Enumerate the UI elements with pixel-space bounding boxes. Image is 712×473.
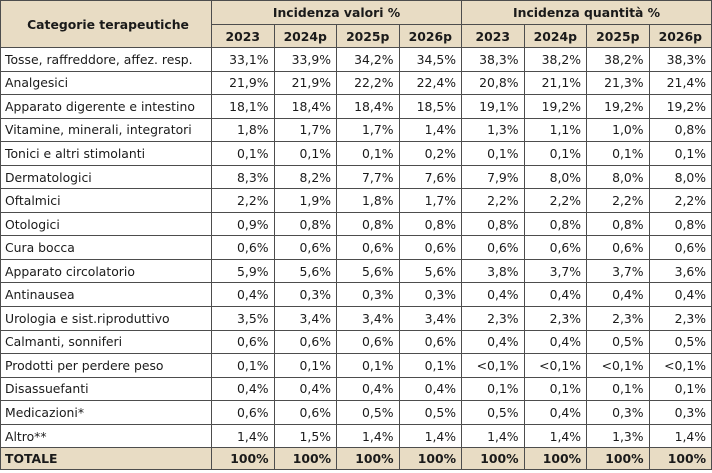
- value-cell: 18,5%: [399, 95, 462, 119]
- table-row: [1, 212, 712, 236]
- category-header: Categorie terapeutiche: [1, 1, 212, 48]
- value-cell: 3,5%: [212, 307, 275, 331]
- value-cell: 3,4%: [274, 307, 337, 331]
- value-cell: <0,1%: [462, 354, 525, 378]
- value-cell: 0,4%: [399, 377, 462, 401]
- value-cell: 0,6%: [399, 236, 462, 260]
- value-cell: 0,6%: [524, 236, 587, 260]
- value-cell: 21,9%: [274, 71, 337, 95]
- value-cell: 18,1%: [212, 95, 275, 119]
- table-body: [1, 48, 712, 448]
- total-value-cell: 100%: [274, 448, 337, 470]
- value-cell: 0,1%: [399, 354, 462, 378]
- value-cell: 0,1%: [212, 354, 275, 378]
- value-cell: 5,6%: [337, 259, 400, 283]
- value-cell: 0,1%: [337, 142, 400, 166]
- value-cell: 18,4%: [337, 95, 400, 119]
- value-cell: 0,6%: [274, 330, 337, 354]
- category-name: Cura bocca: [1, 236, 212, 260]
- category-name: Otologici: [1, 212, 212, 236]
- value-cell: 0,8%: [462, 212, 525, 236]
- value-cell: 0,6%: [274, 401, 337, 425]
- year-header: 2024p: [524, 25, 587, 48]
- value-cell: 0,5%: [399, 401, 462, 425]
- table-row: [1, 48, 712, 72]
- category-name: Apparato digerente e intestino: [1, 95, 212, 119]
- category-name: Oftalmici: [1, 189, 212, 213]
- value-cell: <0,1%: [587, 354, 650, 378]
- table-row: [1, 283, 712, 307]
- table-row: [1, 354, 712, 378]
- value-cell: 0,3%: [399, 283, 462, 307]
- value-cell: 0,1%: [649, 377, 712, 401]
- value-cell: 0,4%: [462, 330, 525, 354]
- year-header: 2026p: [399, 25, 462, 48]
- value-cell: 8,3%: [212, 165, 275, 189]
- table-row: [1, 189, 712, 213]
- value-cell: 0,6%: [587, 236, 650, 260]
- value-cell: 1,9%: [274, 189, 337, 213]
- value-cell: 0,3%: [587, 401, 650, 425]
- table-row: [1, 236, 712, 260]
- value-cell: 1,7%: [274, 118, 337, 142]
- value-cell: 0,4%: [462, 283, 525, 307]
- value-cell: 0,4%: [212, 283, 275, 307]
- value-cell: 0,4%: [524, 283, 587, 307]
- value-cell: 20,8%: [462, 71, 525, 95]
- value-cell: 0,8%: [337, 212, 400, 236]
- category-name: Urologia e sist.riproduttivo: [1, 307, 212, 331]
- value-cell: 1,4%: [649, 424, 712, 448]
- value-cell: 2,3%: [524, 307, 587, 331]
- table-row: [1, 401, 712, 425]
- value-cell: 1,4%: [399, 118, 462, 142]
- value-cell: 0,1%: [337, 354, 400, 378]
- category-name: Calmanti, sonniferi: [1, 330, 212, 354]
- value-cell: 0,1%: [274, 354, 337, 378]
- value-cell: 0,8%: [524, 212, 587, 236]
- value-cell: 7,6%: [399, 165, 462, 189]
- value-cell: 3,4%: [337, 307, 400, 331]
- total-label: TOTALE: [1, 448, 212, 470]
- value-cell: 1,4%: [337, 424, 400, 448]
- value-cell: 0,3%: [649, 401, 712, 425]
- category-name: Dermatologici: [1, 165, 212, 189]
- value-cell: 1,5%: [274, 424, 337, 448]
- value-cell: 7,7%: [337, 165, 400, 189]
- value-cell: 0,9%: [212, 212, 275, 236]
- value-cell: 1,7%: [337, 118, 400, 142]
- value-cell: 0,6%: [274, 236, 337, 260]
- value-cell: <0,1%: [649, 354, 712, 378]
- value-cell: 2,2%: [524, 189, 587, 213]
- value-cell: 2,3%: [649, 307, 712, 331]
- value-cell: 0,1%: [524, 142, 587, 166]
- value-cell: 1,0%: [587, 118, 650, 142]
- value-cell: 7,9%: [462, 165, 525, 189]
- value-cell: 0,3%: [274, 283, 337, 307]
- value-cell: 1,1%: [524, 118, 587, 142]
- value-cell: 3,8%: [462, 259, 525, 283]
- value-cell: 33,1%: [212, 48, 275, 72]
- value-cell: 21,4%: [649, 71, 712, 95]
- value-cell: 1,4%: [524, 424, 587, 448]
- total-value-cell: 100%: [649, 448, 712, 470]
- value-cell: 5,9%: [212, 259, 275, 283]
- value-cell: 0,5%: [649, 330, 712, 354]
- value-cell: 1,4%: [462, 424, 525, 448]
- table-row: [1, 424, 712, 448]
- value-cell: 22,4%: [399, 71, 462, 95]
- value-cell: 2,2%: [212, 189, 275, 213]
- value-cell: 0,4%: [274, 377, 337, 401]
- table-row: [1, 142, 712, 166]
- value-cell: 5,6%: [274, 259, 337, 283]
- value-cell: 8,0%: [649, 165, 712, 189]
- value-cell: 0,1%: [462, 142, 525, 166]
- value-cell: 2,3%: [462, 307, 525, 331]
- value-cell: 34,2%: [337, 48, 400, 72]
- group-header-quantity: Incidenza quantità %: [462, 1, 712, 25]
- value-cell: 19,2%: [649, 95, 712, 119]
- value-cell: 21,9%: [212, 71, 275, 95]
- value-cell: 38,3%: [462, 48, 525, 72]
- table-footer: [1, 448, 712, 470]
- total-value-cell: 100%: [587, 448, 650, 470]
- total-value-cell: 100%: [337, 448, 400, 470]
- value-cell: 34,5%: [399, 48, 462, 72]
- value-cell: 1,8%: [212, 118, 275, 142]
- year-header: 2025p: [337, 25, 400, 48]
- table-row: [1, 118, 712, 142]
- value-cell: 0,1%: [212, 142, 275, 166]
- table-row: [1, 71, 712, 95]
- value-cell: 2,2%: [462, 189, 525, 213]
- value-cell: 0,2%: [399, 142, 462, 166]
- value-cell: 0,8%: [274, 212, 337, 236]
- value-cell: 0,6%: [337, 236, 400, 260]
- value-cell: 0,8%: [399, 212, 462, 236]
- value-cell: 21,1%: [524, 71, 587, 95]
- value-cell: 38,2%: [587, 48, 650, 72]
- table-row: [1, 377, 712, 401]
- category-name: Disassuefanti: [1, 377, 212, 401]
- category-name: Analgesici: [1, 71, 212, 95]
- value-cell: 0,6%: [212, 236, 275, 260]
- value-cell: 1,4%: [212, 424, 275, 448]
- value-cell: 0,1%: [524, 377, 587, 401]
- value-cell: 0,4%: [212, 377, 275, 401]
- value-cell: 3,4%: [399, 307, 462, 331]
- value-cell: 0,6%: [212, 401, 275, 425]
- value-cell: 0,4%: [587, 283, 650, 307]
- value-cell: 1,3%: [587, 424, 650, 448]
- value-cell: 38,3%: [649, 48, 712, 72]
- value-cell: 38,2%: [524, 48, 587, 72]
- value-cell: 0,4%: [524, 330, 587, 354]
- value-cell: 2,3%: [587, 307, 650, 331]
- value-cell: 0,1%: [587, 142, 650, 166]
- group-header-values: Incidenza valori %: [212, 1, 462, 25]
- value-cell: 0,4%: [524, 401, 587, 425]
- value-cell: <0,1%: [524, 354, 587, 378]
- value-cell: 0,8%: [649, 118, 712, 142]
- value-cell: 0,5%: [462, 401, 525, 425]
- year-header: 2023: [462, 25, 525, 48]
- value-cell: 3,7%: [587, 259, 650, 283]
- total-value-cell: 100%: [462, 448, 525, 470]
- value-cell: 0,1%: [274, 142, 337, 166]
- value-cell: 22,2%: [337, 71, 400, 95]
- value-cell: 3,6%: [649, 259, 712, 283]
- header-row-groups: [1, 1, 712, 25]
- value-cell: 2,2%: [649, 189, 712, 213]
- value-cell: 0,1%: [587, 377, 650, 401]
- value-cell: 1,8%: [337, 189, 400, 213]
- year-header: 2024p: [274, 25, 337, 48]
- category-name: Vitamine, minerali, integratori: [1, 118, 212, 142]
- value-cell: 0,6%: [649, 236, 712, 260]
- value-cell: 8,0%: [587, 165, 650, 189]
- category-name: Antinausea: [1, 283, 212, 307]
- value-cell: 5,6%: [399, 259, 462, 283]
- value-cell: 0,4%: [337, 377, 400, 401]
- table-row: [1, 165, 712, 189]
- total-value-cell: 100%: [399, 448, 462, 470]
- value-cell: 0,1%: [649, 142, 712, 166]
- value-cell: 18,4%: [274, 95, 337, 119]
- value-cell: 1,7%: [399, 189, 462, 213]
- category-name: Tosse, raffreddore, affez. resp.: [1, 48, 212, 72]
- value-cell: 0,8%: [587, 212, 650, 236]
- value-cell: 0,4%: [649, 283, 712, 307]
- table-row: [1, 95, 712, 119]
- value-cell: 0,5%: [337, 401, 400, 425]
- value-cell: 0,6%: [399, 330, 462, 354]
- total-value-cell: 100%: [212, 448, 275, 470]
- category-name: Medicazioni*: [1, 401, 212, 425]
- value-cell: 1,3%: [462, 118, 525, 142]
- value-cell: 21,3%: [587, 71, 650, 95]
- table-header: [1, 1, 712, 48]
- value-cell: 19,2%: [587, 95, 650, 119]
- year-header: 2026p: [649, 25, 712, 48]
- table-row: [1, 307, 712, 331]
- year-header: 2023: [212, 25, 275, 48]
- value-cell: 2,2%: [587, 189, 650, 213]
- year-header: 2025p: [587, 25, 650, 48]
- category-name: Tonici e altri stimolanti: [1, 142, 212, 166]
- value-cell: 0,3%: [337, 283, 400, 307]
- total-row: [1, 448, 712, 470]
- category-name: Apparato circolatorio: [1, 259, 212, 283]
- category-name: Altro**: [1, 424, 212, 448]
- value-cell: 19,2%: [524, 95, 587, 119]
- category-name: Prodotti per perdere peso: [1, 354, 212, 378]
- value-cell: 0,6%: [462, 236, 525, 260]
- value-cell: 8,0%: [524, 165, 587, 189]
- value-cell: 0,1%: [462, 377, 525, 401]
- total-value-cell: 100%: [524, 448, 587, 470]
- value-cell: 0,5%: [587, 330, 650, 354]
- table-row: [1, 259, 712, 283]
- table-row: [1, 330, 712, 354]
- value-cell: 33,9%: [274, 48, 337, 72]
- value-cell: 0,8%: [649, 212, 712, 236]
- value-cell: 19,1%: [462, 95, 525, 119]
- value-cell: 8,2%: [274, 165, 337, 189]
- value-cell: 1,4%: [399, 424, 462, 448]
- value-cell: 0,6%: [212, 330, 275, 354]
- value-cell: 3,7%: [524, 259, 587, 283]
- value-cell: 0,6%: [337, 330, 400, 354]
